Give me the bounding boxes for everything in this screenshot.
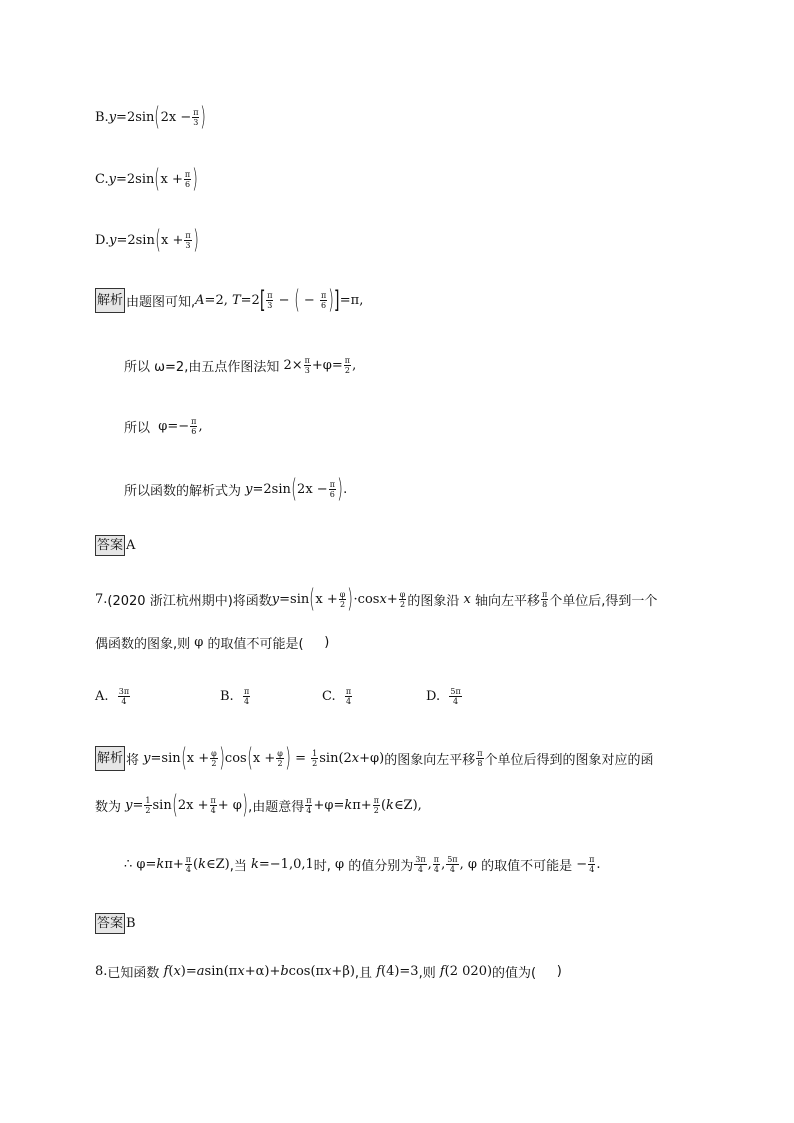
answer-tag: 答案: [95, 913, 125, 934]
solution-text: 的图象向左平移: [384, 752, 476, 768]
option-label: D.: [95, 232, 110, 248]
option-label: B.: [220, 689, 234, 704]
question-source: (2020 浙江杭州期中): [107, 593, 233, 609]
question-text: ): [324, 635, 330, 650]
question-text: 的图象沿: [407, 593, 460, 609]
question-number: 8.: [95, 964, 108, 979]
question-number: 7.: [95, 591, 108, 607]
solution-text: 的值分别为: [348, 859, 414, 874]
solution-text: 所以: [124, 421, 151, 436]
answer-tag: 答案: [95, 535, 125, 556]
solution-7-line-2: 数为 y = $\frac{1}{2}$ sin ( 2x + $\frac{\pi}{4}$ + φ ) ,由题意得 $\frac{\pi}{4}$ +φ= k π+ $\frac{\pi}{2}$ ( k ∈Z),: [95, 790, 422, 820]
solution-text: 数为: [95, 799, 122, 815]
question-text: 的取值不可能是(: [207, 637, 304, 652]
solution-text: 所以函数的解析式为: [124, 483, 242, 499]
q7-option-b: B. $\frac{\pi}{4}$: [220, 687, 250, 706]
solution-text: ,当: [229, 859, 247, 874]
solution-text: 个单位后得到的图象对应的函: [484, 752, 654, 768]
q7-option-c: C. $\frac{\pi}{4}$: [322, 687, 352, 706]
option-b-prev: B. y =2sin ( 2x − $\frac{\pi}{3}$ ): [95, 102, 207, 132]
question-text: ): [556, 964, 562, 979]
option-c-prev: C. y =2sin ( x + $\frac{\pi}{6}$ ): [95, 164, 199, 194]
option-label: D.: [426, 689, 441, 704]
solution-text: 所以: [124, 360, 151, 375]
axis-label: x: [463, 591, 471, 607]
solution-text: 的取值不可能是: [481, 859, 573, 874]
solution-text: 时,: [313, 859, 331, 874]
solution-line-3: 所以 φ=− $\frac{\pi}{6}$ ,: [124, 417, 203, 436]
solution-7-line-3: ∴ φ= k π+ $\frac{\pi}{4}$ ( k ∈Z) ,当 k =−1,0,1 时, φ 的值分别为 $\frac{3\pi}{4}$ , $\frac{\pi}{4}$ , $\frac{5\pi}{4}$ , φ 的取值不可能是 − $\frac{\pi}{4}$ .: [124, 855, 601, 874]
question-text: 将函数: [232, 593, 272, 609]
question-7-line-2: 偶函数的图象,则 φ 的取值不可能是( ): [95, 635, 330, 652]
question-text: ,且: [354, 966, 373, 981]
option-d-prev: D. y =2sin ( x + $\frac{\pi}{3}$ ): [95, 225, 199, 255]
answer-value: B: [126, 916, 136, 931]
question-text: ,则: [418, 966, 436, 981]
option-label: B.: [95, 109, 109, 125]
q7-option-d: D. $\frac{5\pi}{4}$: [426, 687, 461, 706]
option-label: A.: [95, 689, 109, 704]
question-text: 已知函数: [107, 966, 160, 981]
answer-value: A: [126, 538, 136, 553]
q7-option-a: A. $\frac{3\pi}{4}$: [95, 687, 130, 706]
solution-line-2: 所以 ω=2,由五点作图法知 2× $\frac{\pi}{3}$ +φ= $\frac{\pi}{2}$ ,: [124, 356, 357, 375]
question-text: 偶函数的图象,则: [95, 637, 191, 652]
answer-line-7: [95, 913, 136, 934]
solution-line-4: 所以函数的解析式为 y =2sin ( 2x − $\frac{\pi}{6}$ ) .: [124, 474, 348, 504]
solution-text: ,由题意得: [248, 799, 305, 815]
answer-line: [95, 535, 135, 556]
solution-text: 由题图可知,: [126, 294, 196, 310]
question-text: 轴向左平移: [474, 593, 540, 609]
option-label: C.: [95, 171, 109, 187]
analysis-tag: 解析: [95, 746, 125, 771]
question-8-line-1: 8. 已知函数 f ( x )= a sin(π x +α)+ b cos(π x +β) ,且 f (4)=3 ,则 f (2 020) 的值为( ): [95, 964, 562, 981]
solution-7-line-1: 解析 将 y =sin ( x + $\frac{\varphi}{2}$ ) cos ( x + $\frac{\varphi}{2}$ ) = $\frac{1}{2}$ sin(2 x +φ) 的图象向左平移 $\frac{\pi}{8}$ 个单位后得到的图象对应的函: [97, 743, 654, 773]
solution-text: 将: [126, 752, 140, 768]
question-text: 个单位后,得到一个: [549, 593, 658, 609]
question-text: 的值为(: [492, 966, 537, 981]
option-label: C.: [322, 689, 336, 704]
analysis-tag: 解析: [95, 288, 125, 313]
question-7-line-1: 7. (2020 浙江杭州期中) 将函数 y =sin ( x + $\frac{\varphi}{2}$ ) ·cos x + $\frac{\varphi}{2}$ 的图象沿 x 轴向左平移 $\frac{\pi}{8}$ 个单位后,得到一个: [95, 584, 658, 614]
therefore-symbol: ∴: [124, 857, 133, 872]
solution-line-1: 解析 由题图可知, A =2, T =2 [ $\frac{\pi}{3}$ − ( − $\frac{\pi}{6}$ ) ] =π,: [97, 285, 364, 315]
solution-text: ω=2,由五点作图法知: [154, 360, 280, 375]
